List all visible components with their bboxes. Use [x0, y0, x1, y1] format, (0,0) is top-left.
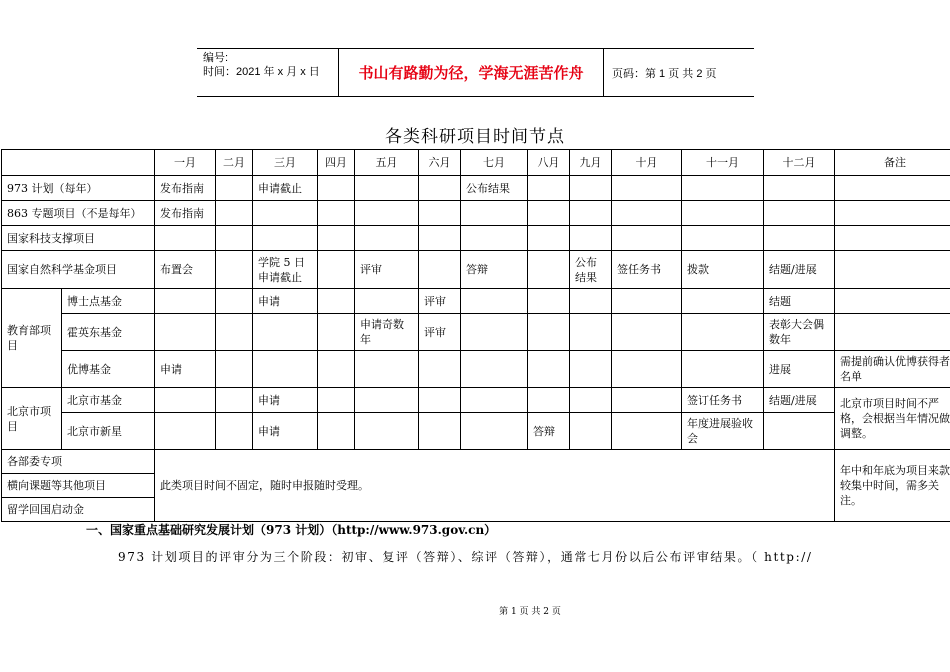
cell-dec: 进展 [764, 351, 835, 388]
cell-remark: 需提前确认优博获得者名单 [835, 351, 950, 388]
cell-may: 评审 [355, 251, 419, 289]
cell-mar: 申请截止 [253, 176, 318, 201]
month-header: 六月 [419, 150, 461, 176]
table-row [2, 289, 950, 314]
document-header [197, 48, 754, 97]
cell-mar: 申请 [253, 388, 318, 413]
cell-jan: 申请 [155, 351, 216, 388]
month-header: 八月 [528, 150, 570, 176]
row-label: 优博基金 [62, 351, 155, 388]
table-row [2, 314, 950, 351]
remarks-header: 备注 [835, 150, 950, 176]
cell-jun: 评审 [419, 314, 461, 351]
cell-oct: 签任务书 [612, 251, 682, 289]
month-header: 十二月 [764, 150, 835, 176]
cell-dec: 结题/进展 [764, 388, 835, 413]
cell-sep: 公布结果 [570, 251, 612, 289]
schedule-table [1, 149, 950, 522]
cell-mar: 学院 5 日申请截止 [253, 251, 318, 289]
row-label: 国家自然科学基金项目 [2, 251, 155, 289]
month-header: 十月 [612, 150, 682, 176]
group-label: 北京市项目 [2, 388, 62, 450]
month-header: 十一月 [682, 150, 764, 176]
month-header: 一月 [155, 150, 216, 176]
misc-note: 此类项目时间不固定，随时申报随时受理。 [155, 450, 835, 522]
cell-remark: 北京市项目时间不严格，会根据当年情况做调整。 [835, 388, 950, 450]
table-row [2, 251, 950, 289]
table-row [2, 176, 950, 201]
table-row [2, 226, 950, 251]
row-label: 留学回国启动金 [2, 498, 155, 522]
time-label: 时间：2021 年 x 月 x 日 [203, 66, 320, 78]
header-slogan: 书山有路勤为径，学海无涯苦作舟 [339, 49, 604, 96]
cell-dec: 表彰大会偶数年 [764, 314, 835, 351]
month-header: 四月 [318, 150, 355, 176]
misc-remark: 年中和年底为项目来款较集中时间，需多关注。 [835, 450, 950, 522]
cell-may: 申请奇数年 [355, 314, 419, 351]
month-header: 七月 [461, 150, 528, 176]
month-header: 五月 [355, 150, 419, 176]
header-page-number: 页码：第 1 页 共 2 页 [612, 67, 717, 80]
page-footer: 第 1 页 共 2 页 [499, 607, 561, 617]
page-title: 各类科研项目时间节点 [385, 127, 565, 147]
row-label: 北京市基金 [62, 388, 155, 413]
table-row [2, 388, 950, 413]
row-label: 973 计划（每年） [2, 176, 155, 201]
table-header-row [2, 150, 950, 176]
row-label: 863 专题项目（不是每年） [2, 201, 155, 226]
row-label: 国家科技支撑项目 [2, 226, 155, 251]
cell-nov: 签订任务书 [682, 388, 764, 413]
table-row [2, 413, 950, 450]
table-row [2, 201, 950, 226]
group-label: 教育部项目 [2, 289, 62, 388]
number-label: 编号: [203, 52, 229, 64]
cell-dec: 结题/进展 [764, 251, 835, 289]
cell-mar: 申请 [253, 289, 318, 314]
row-label: 横向课题等其他项目 [2, 474, 155, 498]
cell-jun: 评审 [419, 289, 461, 314]
cell-dec: 结题 [764, 289, 835, 314]
row-label: 北京市新星 [62, 413, 155, 450]
row-label: 博士点基金 [62, 289, 155, 314]
cell-jan: 发布指南 [155, 176, 216, 201]
cell-jul: 公布结果 [461, 176, 528, 201]
row-label: 各部委专项 [2, 450, 155, 474]
month-header: 三月 [253, 150, 318, 176]
corner-cell [2, 150, 155, 176]
cell-mar: 申请 [253, 413, 318, 450]
section-heading: 一、国家重点基础研究发展计划（973 计划）（http://www.973.gov.cn） [86, 523, 497, 537]
cell-jul: 答辩 [461, 251, 528, 289]
header-meta [197, 49, 339, 96]
month-header: 二月 [216, 150, 253, 176]
cell-nov: 年度进展验收会 [682, 413, 764, 450]
month-header: 九月 [570, 150, 612, 176]
cell-jan: 布置会 [155, 251, 216, 289]
body-paragraph: 973 计划项目的评审分为三个阶段：初审、复评（答辩）、综评（答辩），通常七月份以后公布评审结果。（ http:// [118, 550, 813, 564]
table-row [2, 450, 950, 474]
row-label: 霍英东基金 [62, 314, 155, 351]
cell-jan: 发布指南 [155, 201, 216, 226]
cell-aug: 答辩 [528, 413, 570, 450]
cell-nov: 拨款 [682, 251, 764, 289]
table-row [2, 351, 950, 388]
